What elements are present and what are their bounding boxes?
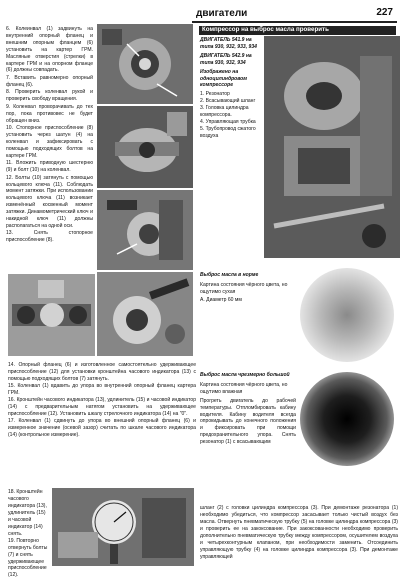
steps-18-19: 18. Кронштейн часового индикатора (13), удлинитель (15) и часовой индикатор (14) снять. 19. Повторно отвернуть болты (7) и снять удерживающее приспособление (12). <box>8 489 48 579</box>
step-15: 15. Коленвал (1) вдавить до упора во внутренний опорный фланец картера ГРМ. <box>8 382 196 396</box>
photo-ring-wrench <box>97 272 193 356</box>
step-8: 8. Проверить коленвал рукой и проверить свободу вращения. <box>6 89 93 103</box>
legend-4: 4. Управляющая трубка <box>200 118 256 125</box>
photo-crankshaft-assembly <box>8 274 95 356</box>
oil-normal-title: Выброс масла в норме <box>200 272 259 278</box>
step-7: 7. Вставить равномерно опорный фланец (6). <box>6 74 93 88</box>
step-13: 13. Снять стопорное приспособление (8). <box>6 230 93 244</box>
oil-excess-text: Картина состояния чёрного цвета, но ощутимо влажная <box>200 381 288 395</box>
step-17: 17. Коленвал (1) сдвинуть до упора во внешний опорный фланец (6) и измеренное значение (осевой зазор) считать по шкале часового индикатора (14) (контрольное измерение). <box>8 417 196 438</box>
photo-locking-tool <box>97 190 193 270</box>
compressor-check-continued: шланг (2) с головки цилиндра компрессора (3). При демонтаже резонатора (1) необходимо убедиться, что компрессор засасывает только чистый воздух без масла. Отвернуть пневматическую трубку (5) на головке цилиндра компрессора (3) и проверить ее на закоксование. При закоксованности необходимо проверить дополнительно пневматическую трубку между компрессором, осушителем воздуха и четырехконтурным клапаном, при необходимости заменить. Отсоединить управляющую трубку (4) на головке цилиндра компрессора (3). При демонтаже управляющей <box>200 505 398 560</box>
section-title: двигатели <box>196 8 248 19</box>
right-text-column <box>199 26 396 35</box>
bottom-narrow-text <box>8 489 48 579</box>
engine-line-1: ДВИГАТЕЛЬ 541.9 на типа 930, 932, 933, 934 <box>200 37 257 50</box>
oil-normal-text: Картина состояния чёрного цвета, но ощутимо сухая <box>200 281 288 295</box>
engine-applicability <box>200 37 260 140</box>
step-6: 6. Колеинвал (1) задвинуть на внутренний опорный фланец и внешним опорным фланцем (6) установить на картер ГРМ. Масляные отверстия (стрелки) в картере ГРМ и на опорном фланце (6) должны совпадать. <box>6 26 93 74</box>
compressor-box-title: Компрессор на выброс масла проверить <box>199 26 396 35</box>
image-caption: Изображено на одноцилиндровом компрессоре <box>200 68 247 89</box>
legend-3: 3. Головка цилиндра компрессора. <box>200 105 249 119</box>
bottom-right-text <box>200 505 398 561</box>
step-12: 12. Болты (10) затянуть с помощью кольцевого ключа (11). Соблюдать момент затяжки. При использовании кольцевого ключа (11) возникает изменённый косвенный момент затяжки. Динамометрический ключ и накидной ключ (11) должны располагаться на одной оси. <box>6 174 93 229</box>
oil-normal-block <box>200 272 296 304</box>
oil-excess-block <box>200 372 296 446</box>
step-10: 10. Стопорное приспособление (8) установить через шатун (4) на коленвал и зафиксировать с помощью подходящих болтов на картере ГРМ. <box>6 125 93 159</box>
photo-compressor <box>264 36 400 258</box>
step-14: 14. Опорный фланец (6) и изготовленное самостоятельно удерживающее приспособление (12) для установки кронштейна часового индикатора (13) с помощью подходящих болтов (7) затянуть. <box>8 362 196 382</box>
photo-dial-indicator <box>52 488 194 566</box>
legend-5: 5. Трубопровод сжатого воздуха <box>200 125 256 139</box>
photo-flange-install <box>97 24 193 104</box>
left-text-column <box>6 26 93 245</box>
bottom-text <box>8 362 196 438</box>
oil-excess-paragraph: Прогреть двигатель до рабочей температуры. Отпломбировать кабину водителя. Кабину водителя всегда опрокидывать до конечного положения и фиксировать при помощи предохранительного упора. Снять резонатор (1) с всасывающим <box>200 397 296 446</box>
page-number: 227 <box>376 7 393 18</box>
step-16: 16. Кронштейн часового индикатора (13), удлинитель (15) и часовой индикатор (14) с предварительным натягом установить на удерживающее приспособление (12). Установить шкалу стрелочного индикатора (14) на "0". <box>8 396 196 417</box>
step-9: 9. Коленвал проворачивать до тех пор, пока противовес не будет обращен вниз. <box>6 103 93 124</box>
oil-excess-title: Выброс масла чрезмерно большой <box>200 372 290 378</box>
photo-crankshaft-check <box>97 106 193 188</box>
oil-normal-diameter: А. Диаметр 60 мм <box>200 296 242 303</box>
legend-2: 2. Всасывающий шланг <box>200 98 256 105</box>
legend-1: 1. Резонатор <box>200 91 230 98</box>
oil-excess-sample <box>300 372 394 466</box>
oil-normal-sample <box>300 268 394 362</box>
engine-line-2: ДВИГАТЕЛЬ 542.9 на типа 930, 932, 934 <box>200 52 252 66</box>
header-rule <box>192 21 397 23</box>
page-header <box>0 0 405 24</box>
step-11: 11. Вложить приводную шестерню (9) и болт (10) на коленвал. <box>6 160 93 174</box>
